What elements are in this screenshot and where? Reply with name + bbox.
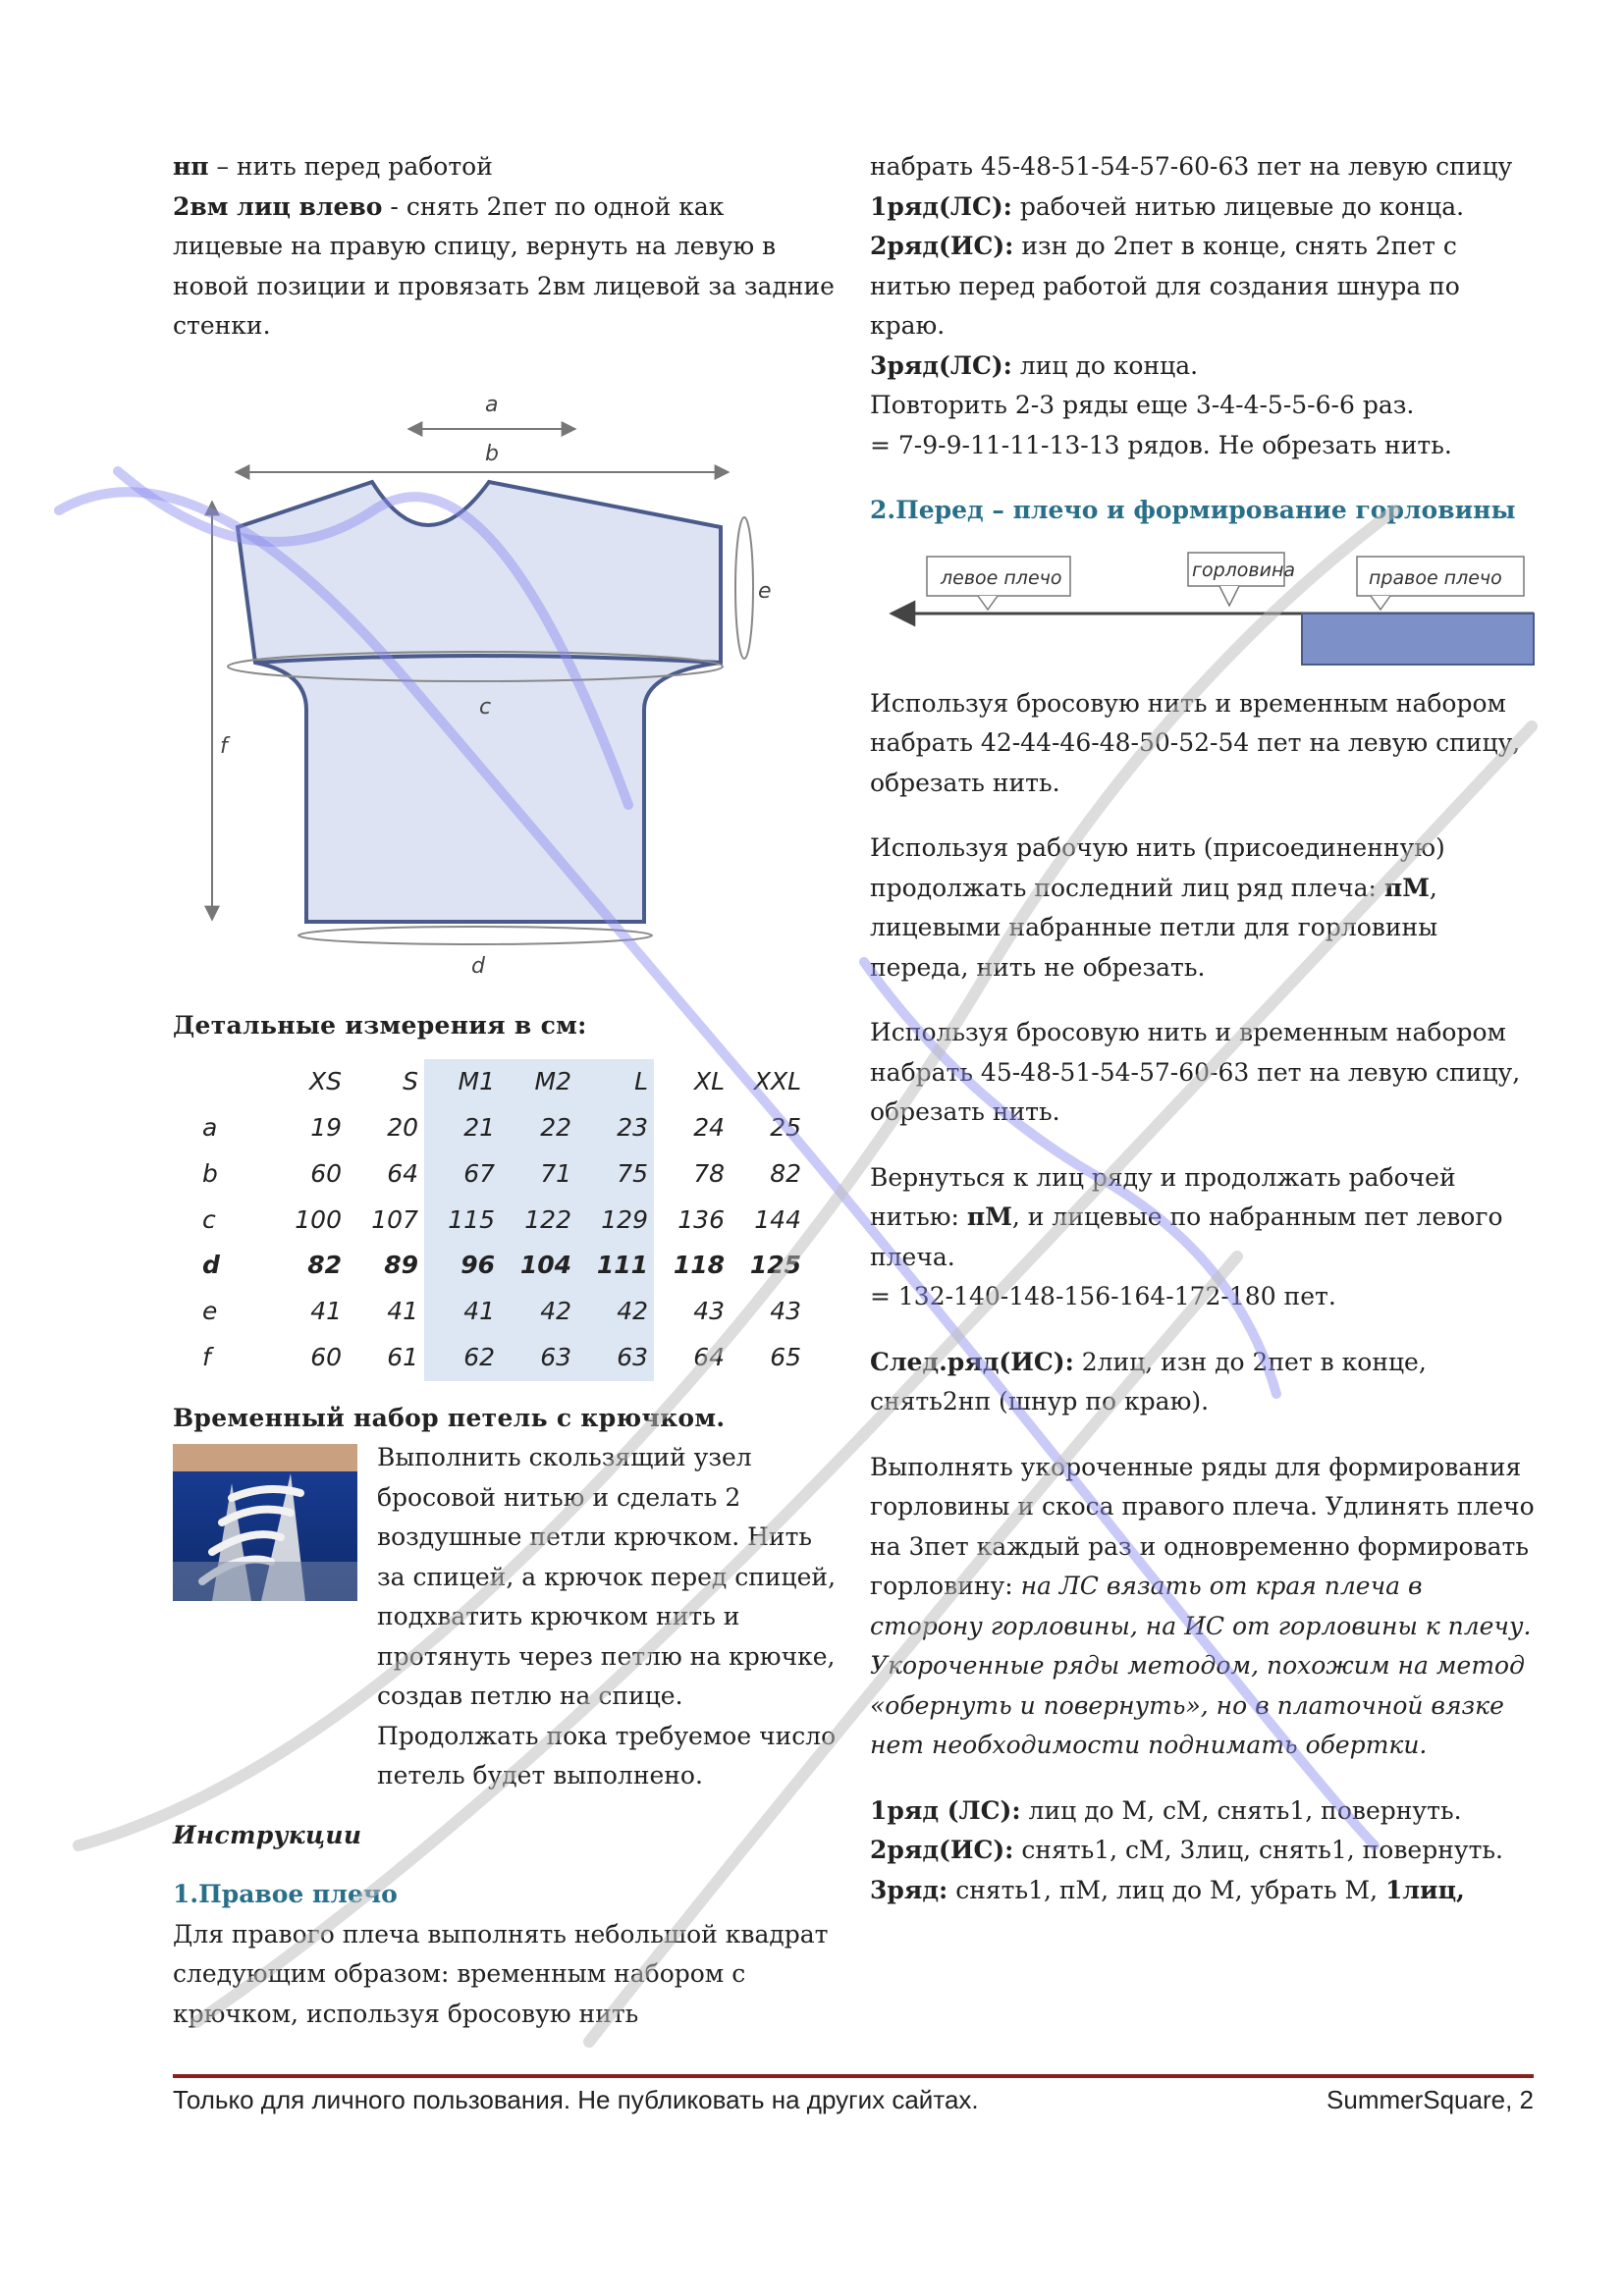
label-right-shoulder: правое плечо [1369, 566, 1502, 589]
front-heading: 2.Перед – плечо и формирование горловины [870, 496, 1516, 524]
footer-rule [173, 2074, 1534, 2078]
right-column [870, 147, 1538, 1910]
table-row: a 19 20 21 22 23 24 25 [181, 1105, 807, 1151]
table-row: f 60 61 62 63 63 64 65 [181, 1335, 807, 1381]
size-header: M2 [501, 1059, 577, 1105]
label-c: c [479, 694, 492, 720]
label-a: a [485, 392, 499, 417]
short-row-1: 1ряд (ЛС): лиц до М, сМ, снять1, повернуть. [870, 1795, 1462, 1825]
label-left-shoulder: левое плечо [941, 566, 1062, 589]
p4-total: = 132-140-148-156-164-172-180 пет. [870, 1282, 1336, 1310]
p4: Вернуться к лиц ряду и продолжать рабочей нитью: пМ, и лицевые по набранным пет левого плеча. [870, 1162, 1503, 1271]
short-row-3: 3ряд: снять1, пМ, лиц до М, убрать М, 1лиц, [870, 1875, 1465, 1904]
size-header: S [403, 1067, 418, 1096]
garment-schematic [173, 372, 840, 1000]
footer-notice: Только для личного пользования. Не публиковать на других сайтах. [173, 2085, 979, 2114]
label-e: e [758, 578, 772, 604]
table-row: b 60 64 67 71 75 78 82 [181, 1151, 807, 1198]
footer-page-label: SummerSquare, 2 [1326, 2085, 1534, 2114]
right-shoulder-heading: 1.Правое плечо [173, 1880, 398, 1909]
size-header: M1 [424, 1059, 501, 1105]
definition-np: нп – нить перед работой [173, 152, 493, 181]
label-f: f [220, 733, 228, 759]
table-row: e 41 41 41 42 42 43 43 [181, 1289, 807, 1335]
size-header: L [577, 1059, 654, 1105]
right-shoulder-text: Для правого плеча выполнять небольшой квадрат следующим образом: временным набором с крючком, используя бросовую нить [173, 1919, 829, 2028]
size-header: XL [693, 1067, 725, 1096]
cast-on-block [173, 1438, 840, 1796]
row2: 2ряд(ИС): изн до 2пет в конце, снять 2пет с нитью перед работой для создания шнура по краю. [870, 232, 1460, 340]
p1: Используя бросовую нить и временным набором набрать 42-44-46-48-50-52-54 пет на левую спицу, обрезать нить. [870, 688, 1521, 797]
next-row: След.ряд(ИС): 2лиц, изн до 2пет в конце, снять2нп (шнур по краю). [870, 1347, 1427, 1415]
p5: Выполнять укороченные ряды для формирования горловины и скоса правого плеча. Удлинять плечо на 3пет каждый раз и одновременно формировать горловину: на ЛС вязать от края плеча в сторону горловины, на ИС от горловины к плечу. Укороченные ряды методом, похожим на метод «обернуть и повернуть», но в платочной вязке нет необходимости поднимать обертки. [870, 1452, 1535, 1759]
size-table [181, 1059, 807, 1381]
row3: 3ряд(ЛС): лиц до конца. [870, 350, 1199, 380]
knitting-photo [173, 1444, 357, 1601]
size-table-header [181, 1059, 807, 1105]
front-schematic-svg [870, 547, 1538, 674]
short-row-2: 2ряд(ИС): снять1, сМ, 3лиц, снять1, повернуть. [870, 1836, 1503, 1864]
left-column [173, 147, 840, 2034]
front-schematic [870, 547, 1538, 674]
label-b: b [485, 441, 499, 466]
label-neckline: горловина [1192, 559, 1296, 581]
measurements-title: Детальные измерения в см: [173, 1010, 587, 1040]
definition-2vm: 2вм лиц влево - снять 2пет по одной как лицевые на правую спицу, вернуть на левую в новой позиции и провязать 2вм лицевой за задние стенки. [173, 191, 835, 340]
table-row: c 100 107 115 122 129 136 144 [181, 1197, 807, 1243]
p3: Используя бросовую нить и временным набором набрать 45-48-51-54-57-60-63 пет на левую спицу, обрезать нить. [870, 1018, 1521, 1126]
label-d: d [471, 953, 485, 979]
p2: Используя рабочую нить (присоединенную) продолжать последний лиц ряд плеча: пМ, лицевыми набранные петли для горловины переда, нить не обрезать. [870, 833, 1445, 982]
repeat-text: Повторить 2-3 ряды еще 3-4-4-5-5-6-6 раз. [870, 391, 1415, 419]
rows-total: = 7-9-9-11-11-13-13 рядов. Не обрезать нить. [870, 430, 1452, 459]
cast-on-title: Временный набор петель с крючком. [173, 1403, 726, 1432]
garment-schematic-svg [173, 372, 840, 1000]
size-header: XS [309, 1067, 342, 1096]
row1: 1ряд(ЛС): рабочей нитью лицевые до конца. [870, 191, 1465, 221]
size-header: XXL [753, 1067, 801, 1096]
instructions-title: Инструкции [173, 1820, 362, 1849]
table-row: d 82 89 96 104 111 118 125 [181, 1243, 807, 1289]
cast-on-text: Выполнить скользящий узел бросовой нитью и сделать 2 воздушные петли крючком. Нить за спицей, а крючок перед спицей, подхватить крючком нить и протянуть через петлю на крючке, создав петлю на спице. Продолжать пока требуемое число петель будет выполнено. [377, 1443, 837, 1790]
cont-text: набрать 45-48-51-54-57-60-63 пет на левую спицу [870, 152, 1513, 181]
